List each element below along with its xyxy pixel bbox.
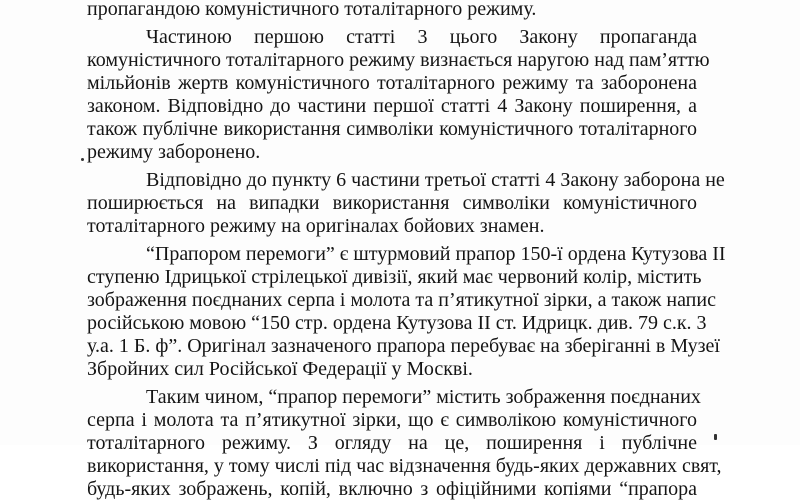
scan-speck: [81, 158, 84, 161]
text-line: Відповідно до пункту 6 частини третьої статті 4 Закону заборона не: [146, 169, 725, 191]
text-line: Таким чином, “прапор перемоги” містить зображення поєднаних: [146, 386, 701, 408]
text-line: “Прапором перемоги” є штурмовий прапор 150-ї ордена Кутузова ІІ: [146, 243, 726, 265]
text-line: Збройних сил Російської Федерації у Москві.: [87, 358, 473, 380]
text-line: тоталітарного режиму на оригіналах бойових знамен.: [87, 215, 545, 237]
text-line: законом. Відповідно до частини першої статті 4 Закону поширення, а: [87, 95, 697, 117]
text-line: ступеню Ідрицької стрілецької дивізії, який має червоний колір, містить: [87, 266, 702, 288]
text-line: серпа і молота та п’ятикутної зірки, що є символікою комуністичного: [87, 409, 697, 431]
scan-speck: [714, 434, 717, 440]
text-line: зображення поєднаних серпа і молота та п’ятикутної зірки, а також напис: [87, 289, 716, 311]
text-line: також публічне використання символіки комуністичного тоталітарного: [87, 118, 697, 140]
text-line: у.а. 1 Б. ф”. Оригінал зазначеного прапора перебуває на зберіганні в Музеї: [87, 335, 720, 357]
text-line: комуністичного тоталітарного режиму визнається наругою над пам’яттю: [87, 49, 710, 71]
text-line: режиму заборонено.: [87, 141, 261, 163]
text-line: Частиною першою статті 3 цього Закону пропаганда: [146, 26, 697, 48]
text-line: використання, у тому числі під час відзначення будь-яких державних свят,: [87, 455, 722, 477]
text-line: поширюється на випадки використання символіки комуністичного: [87, 192, 697, 214]
text-line: російською мовою “150 стр. ордена Кутузова ІІ ст. Идрицк. див. 79 с.к. 3: [87, 312, 707, 334]
text-line: будь-яких зображень, копій, включно з офіційними копіями “прапора: [87, 478, 697, 500]
text-line: тоталітарного режиму. З огляду на це, поширення і публічне: [87, 432, 697, 454]
text-line: пропагандою комуністичного тоталітарного режиму.: [87, 0, 537, 20]
text-line: мільйонів жертв комуністичного тоталітарного режиму та заборонена: [87, 72, 697, 94]
